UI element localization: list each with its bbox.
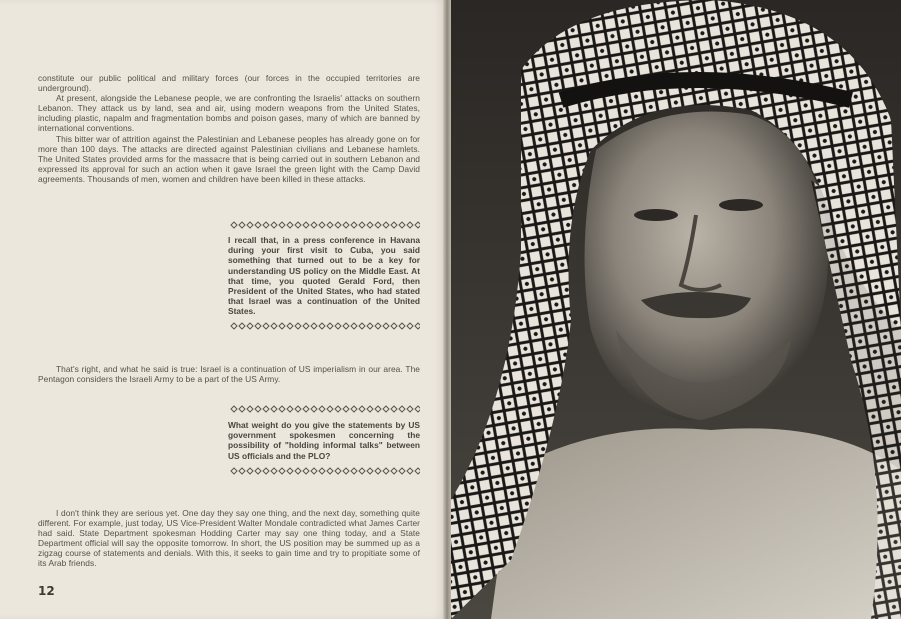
ornament-diamond bbox=[239, 222, 245, 228]
ornament-diamond bbox=[287, 222, 293, 228]
ornament-diamond bbox=[279, 468, 285, 474]
portrait-photo bbox=[451, 0, 901, 619]
ornament-diamond bbox=[303, 323, 309, 329]
paragraph-3: This bitter war of attrition against the Palestinian and Lebanese peoples has already gone on for more than 100 days. The attacks are directed against Palestinian civilians and Lebanese hamlets. The United States provided arms for the massacre that is being carried out in southern Lebanon and expressed its approval for such an action when it gave Israel the green light with the Camp David agreements. Thousands of men, women and children have been killed in these attacks. bbox=[38, 133, 420, 184]
ornament-diamond bbox=[279, 323, 285, 329]
ornament-diamond bbox=[263, 406, 269, 412]
ornament-diamond bbox=[415, 468, 420, 474]
answer-block-2 bbox=[38, 508, 420, 569]
ornament-diamond bbox=[319, 406, 325, 412]
ornament-diamond bbox=[415, 323, 420, 329]
ornament-divider bbox=[228, 467, 420, 475]
answer-block-1 bbox=[38, 364, 420, 384]
ornament-diamond bbox=[247, 406, 253, 412]
question-block-1 bbox=[228, 221, 420, 330]
ornament-diamond bbox=[391, 222, 397, 228]
ornament-diamond bbox=[311, 222, 317, 228]
ornament-diamond bbox=[391, 406, 397, 412]
ornament-diamond bbox=[407, 222, 413, 228]
ornament-diamond bbox=[391, 323, 397, 329]
ornament-diamond bbox=[295, 406, 301, 412]
page-number: 12 bbox=[38, 584, 55, 598]
ornament-diamond bbox=[263, 222, 269, 228]
ornament-diamond bbox=[271, 323, 277, 329]
ornament-diamond bbox=[343, 323, 349, 329]
ornament-diamond bbox=[287, 468, 293, 474]
ornament-diamond bbox=[359, 406, 365, 412]
ornament-diamond bbox=[279, 406, 285, 412]
ornament-diamond bbox=[231, 406, 237, 412]
paragraph-2: At present, alongside the Lebanese people, we are confronting the Israelis' attacks on southern Lebanon. They attack us by land, sea and air, using modern weapons from the United States, including plastic, napalm and fragmentation bombs and poison gases, many of which are banned by international conventions. bbox=[38, 93, 420, 134]
ornament-divider bbox=[228, 221, 420, 229]
ornament-diamond bbox=[351, 406, 357, 412]
ornament-diamond bbox=[375, 222, 381, 228]
ornament-diamond bbox=[327, 406, 333, 412]
ornament-diamond bbox=[367, 222, 373, 228]
ornament-diamond bbox=[343, 406, 349, 412]
ornament-diamond bbox=[287, 406, 293, 412]
ornament-diamond bbox=[231, 222, 237, 228]
ornament-diamond bbox=[231, 323, 237, 329]
ornament-diamond bbox=[391, 468, 397, 474]
ornament-divider bbox=[228, 405, 420, 413]
question-1: I recall that, in a press conference in Havana during your first visit to Cuba, you said something that turned out to be a key for understanding US policy on the Middle East. At that time, you quoted Gerald Ford, then President of the United States, who had stated that Israel was a continuation of the United States. bbox=[228, 235, 420, 317]
ornament-diamond bbox=[399, 406, 405, 412]
ornament-diamond bbox=[407, 468, 413, 474]
ornament-diamond bbox=[263, 468, 269, 474]
ornament-diamond bbox=[367, 323, 373, 329]
ornament-diamond bbox=[383, 468, 389, 474]
book-gutter bbox=[443, 0, 451, 619]
ornament-diamond bbox=[367, 468, 373, 474]
ornament-diamond bbox=[359, 468, 365, 474]
ornament-diamond bbox=[335, 323, 341, 329]
ornament-diamond bbox=[359, 222, 365, 228]
ornament-diamond bbox=[375, 406, 381, 412]
ornament-diamond bbox=[327, 222, 333, 228]
right-page bbox=[451, 0, 901, 619]
ornament-diamond bbox=[327, 468, 333, 474]
ornament-diamond bbox=[399, 468, 405, 474]
ornament-diamond bbox=[399, 323, 405, 329]
question-block-2 bbox=[228, 405, 420, 475]
ornament-diamond bbox=[383, 222, 389, 228]
ornament-diamond bbox=[407, 406, 413, 412]
ornament-diamond bbox=[383, 406, 389, 412]
answer-2: I don't think they are serious yet. One day they say one thing, and the next day, something quite different. For example, just today, US Vice-President Walter Mondale contradicted what James Carter had said. State Department spokesman Hodding Carter may say one thing today, and a State Department official will say the opposite tomorrow. In short, the US position may be summed up as a zigzag course of statements and denials. With this, it seeks to gain time and try to propitiate some of its Arab friends. bbox=[38, 508, 420, 569]
ornament-diamond bbox=[351, 222, 357, 228]
ornament-diamond bbox=[319, 222, 325, 228]
ornament-diamond bbox=[399, 222, 405, 228]
ornament-diamond bbox=[311, 406, 317, 412]
ornament-diamond bbox=[407, 323, 413, 329]
ornament-diamond bbox=[255, 468, 261, 474]
ornament-diamond bbox=[319, 468, 325, 474]
ornament-diamond bbox=[303, 222, 309, 228]
question-2: What weight do you give the statements by US government spokesmen concerning the possibility of "holding informal talks" between US officials and the PLO? bbox=[228, 420, 420, 461]
ornament-diamond bbox=[375, 468, 381, 474]
ornament-diamond bbox=[231, 468, 237, 474]
ornament-diamond bbox=[319, 323, 325, 329]
ornament-diamond bbox=[247, 222, 253, 228]
ornament-diamond bbox=[271, 406, 277, 412]
paragraph-1: constitute our public political and military forces (our forces in the occupied territories are underground). bbox=[38, 73, 420, 94]
ornament-diamond bbox=[295, 323, 301, 329]
ornament-diamond bbox=[295, 222, 301, 228]
ornament-diamond bbox=[239, 468, 245, 474]
body-text-top bbox=[38, 73, 420, 184]
ornament-diamond bbox=[279, 222, 285, 228]
ornament-diamond bbox=[255, 222, 261, 228]
left-page bbox=[0, 0, 447, 619]
ornament-diamond bbox=[327, 323, 333, 329]
ornament-diamond bbox=[239, 406, 245, 412]
ornament-diamond bbox=[303, 468, 309, 474]
ornament-diamond bbox=[415, 406, 420, 412]
ornament-diamond bbox=[335, 468, 341, 474]
ornament-diamond bbox=[335, 222, 341, 228]
ornament-diamond bbox=[351, 468, 357, 474]
ornament-divider bbox=[228, 322, 420, 330]
ornament-diamond bbox=[271, 468, 277, 474]
ornament-diamond bbox=[311, 468, 317, 474]
ornament-diamond bbox=[263, 323, 269, 329]
answer-1: That's right, and what he said is true: Israel is a continuation of US imperialism in our area. The Pentagon considers the Israeli Army to be a part of the US Army. bbox=[38, 364, 420, 385]
ornament-diamond bbox=[239, 323, 245, 329]
ornament-diamond bbox=[383, 323, 389, 329]
ornament-diamond bbox=[351, 323, 357, 329]
ornament-diamond bbox=[311, 323, 317, 329]
ornament-diamond bbox=[295, 468, 301, 474]
ornament-diamond bbox=[303, 406, 309, 412]
ornament-diamond bbox=[287, 323, 293, 329]
ornament-diamond bbox=[375, 323, 381, 329]
ornament-diamond bbox=[271, 222, 277, 228]
ornament-diamond bbox=[415, 222, 420, 228]
ornament-diamond bbox=[343, 222, 349, 228]
ornament-diamond bbox=[247, 323, 253, 329]
ornament-diamond bbox=[255, 323, 261, 329]
ornament-diamond bbox=[343, 468, 349, 474]
ornament-diamond bbox=[359, 323, 365, 329]
ornament-diamond bbox=[247, 468, 253, 474]
ornament-diamond bbox=[335, 406, 341, 412]
ornament-diamond bbox=[255, 406, 261, 412]
ornament-diamond bbox=[367, 406, 373, 412]
